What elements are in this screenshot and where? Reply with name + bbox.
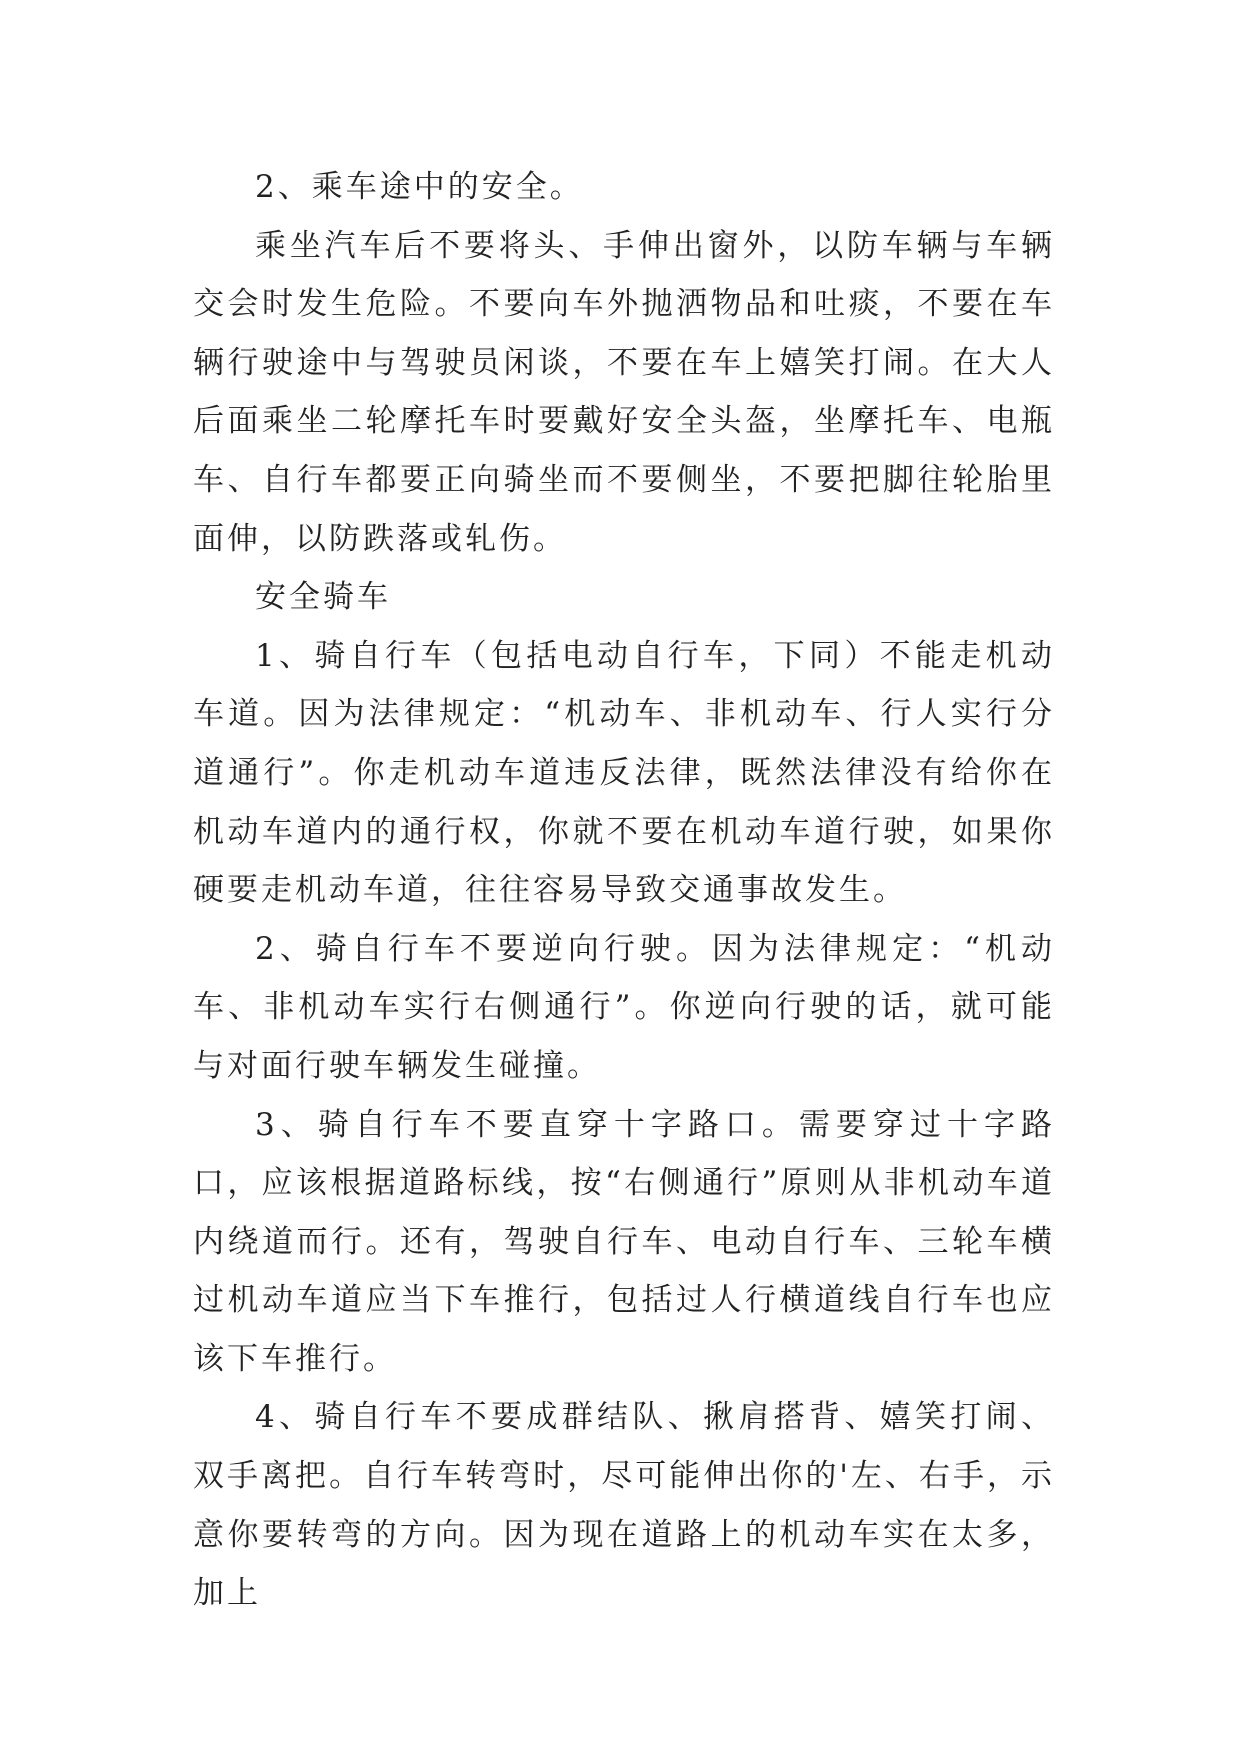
heading-safe-cycling: 安全骑车 — [255, 579, 391, 616]
paragraph-rule-4: 4、骑自行车不要成群结队、揪肩搭背、嬉笑打闹、双手离把。自行车转弯时，尽可能伸出你的'左、右手，示意你要转弯的方向。因为现在道路上的机动车实在太多，加上 — [193, 1399, 1055, 1612]
paragraph-rule-1: 1、骑自行车（包括电动自行车，下同）不能走机动车道。因为法律规定：“机动车、非机动车、行人实行分道通行”。你走机动车道违反法律，既然法律没有给你在机动车道内的通行权，你就不要在机动车道行驶，如果你硬要走机动车道，往往容易导致交通事故发生。 — [193, 637, 1055, 909]
paragraph-rule-2: 2、骑自行车不要逆向行驶。因为法律规定：“机动车、非机动车实行右侧通行”。你逆向行驶的话，就可能与对面行驶车辆发生碰撞。 — [193, 930, 1055, 1084]
paragraph-section-2-title: 2、乘车途中的安全。 — [255, 169, 584, 205]
paragraph-riding-safety: 乘坐汽车后不要将头、手伸出窗外，以防车辆与车辆交会时发生危险。不要向车外抛洒物品和吐痰，不要在车辆行驶途中与驾驶员闲谈，不要在车上嬉笑打闹。在大人后面乘坐二轮摩托车时要戴好安全头盔，坐摩托车、电瓶车、自行车都要正向骑坐而不要侧坐，不要把脚往轮胎里面伸，以防跌落或轧伤。 — [193, 227, 1055, 557]
document-body — [193, 158, 1055, 1623]
paragraph-rule-3: 3、骑自行车不要直穿十字路口。需要穿过十字路口，应该根据道路标线，按“右侧通行”原则从非机动车道内绕道而行。还有，驾驶自行车、电动自行车、三轮车横过机动车道应当下车推行，包括过人行横道线自行车也应该下车推行。 — [193, 1106, 1055, 1377]
